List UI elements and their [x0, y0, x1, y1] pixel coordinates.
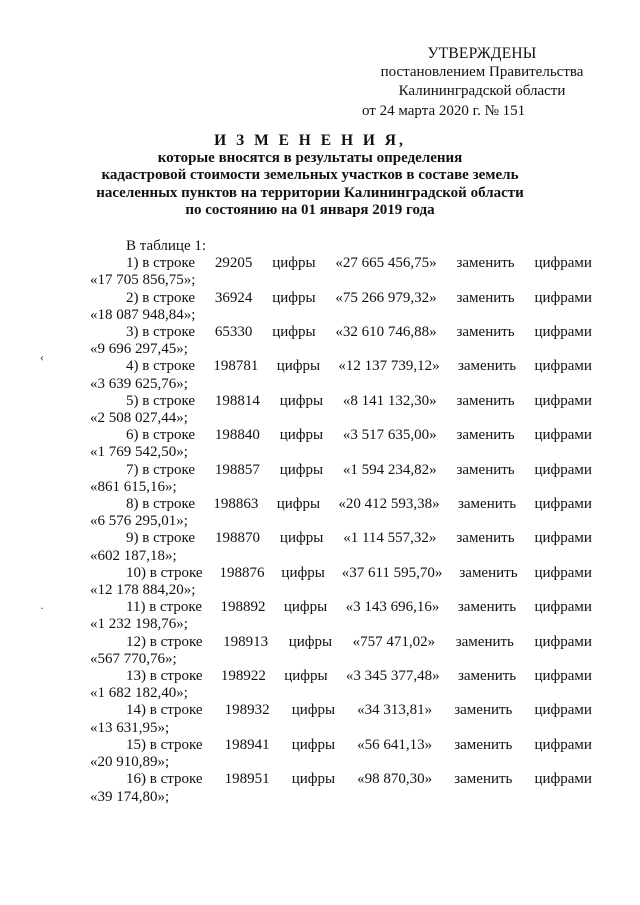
item-number: 16) в строке	[126, 771, 203, 788]
row-number: 29205	[214, 255, 253, 272]
figures-word: цифры	[283, 599, 328, 616]
with-figures-word: цифрами	[534, 633, 592, 650]
change-item-line	[90, 702, 592, 719]
change-item-line	[90, 737, 592, 754]
title-line-3: кадастровой стоимости земельных участков в составе земель	[101, 167, 519, 183]
change-item-line	[90, 393, 592, 410]
replace-word: заменить	[456, 392, 515, 409]
change-item	[90, 771, 592, 805]
new-value: «18 087 948,84»;	[90, 306, 196, 323]
figures-word: цифры	[279, 530, 324, 547]
replace-word: заменить	[456, 324, 515, 341]
item-number: 7) в строке	[126, 461, 196, 478]
row-number: 198857	[214, 461, 260, 478]
replace-word: заменить	[457, 668, 517, 685]
old-value: «75 266 979,32»	[335, 289, 437, 306]
figures-word: цифры	[281, 564, 325, 581]
change-item-line	[90, 358, 592, 375]
title-line-5: по состоянию на 01 января 2019 года	[185, 202, 435, 218]
new-value: «567 770,76»;	[90, 650, 177, 667]
approval-region: Калининградской области	[398, 83, 566, 99]
replace-word: заменить	[457, 496, 517, 513]
change-item	[90, 565, 592, 599]
item-number: 3) в строке	[126, 324, 196, 341]
replace-word: заменить	[454, 702, 513, 719]
item-number: 6) в строке	[126, 427, 196, 444]
approval-authority: постановлением Правительства	[380, 64, 584, 80]
row-number: 198870	[214, 530, 260, 547]
new-value: «20 910,89»;	[90, 754, 170, 771]
title-line-4: населенных пунктов на территории Калининградской области	[96, 184, 524, 201]
scan-mark: ‹	[40, 350, 44, 364]
row-number: 198863	[213, 496, 259, 513]
figures-word: цифры	[291, 702, 336, 719]
old-value: «32 610 746,88»	[335, 324, 437, 341]
change-item-line	[90, 599, 592, 616]
change-item-line	[90, 427, 592, 444]
change-item	[90, 702, 592, 736]
change-item	[90, 393, 592, 427]
replace-word: заменить	[456, 289, 515, 306]
with-figures-word: цифрами	[534, 599, 592, 616]
change-item-line	[90, 530, 592, 547]
row-number: 198913	[223, 633, 269, 650]
row-number: 198876	[219, 564, 265, 581]
with-figures-word: цифрами	[534, 668, 592, 685]
with-figures-word: цифрами	[534, 289, 592, 306]
approval-heading: УТВЕРЖДЕНЫ	[427, 45, 537, 62]
intro-text: В таблице 1:	[126, 238, 207, 254]
item-number: 2) в строке	[126, 289, 196, 306]
figures-word: цифры	[284, 668, 328, 685]
with-figures-word: цифрами	[534, 702, 592, 719]
change-item	[90, 290, 592, 324]
change-item	[90, 255, 592, 289]
document-title	[90, 132, 530, 220]
change-item	[90, 427, 592, 461]
change-item	[90, 358, 592, 392]
item-number: 13) в строке	[126, 668, 203, 685]
change-list	[90, 255, 592, 806]
new-value: «1 682 182,40»;	[90, 685, 188, 702]
new-value: «6 576 295,01»;	[90, 513, 188, 530]
row-number: 198941	[224, 736, 270, 753]
figures-word: цифры	[279, 427, 324, 444]
change-item-line	[90, 771, 592, 788]
approval-block	[362, 44, 602, 121]
with-figures-word: цифрами	[534, 255, 592, 272]
new-value: «3 639 625,76»;	[90, 375, 188, 392]
title-line-2: которые вносятся в результаты определения	[157, 149, 463, 166]
with-figures-word: цифрами	[534, 358, 592, 375]
change-item-line	[90, 634, 592, 651]
replace-word: заменить	[454, 771, 513, 788]
row-number: 198781	[213, 358, 259, 375]
item-number: 12) в строке	[126, 633, 203, 650]
replace-word: заменить	[456, 530, 515, 547]
title-heading: И З М Е Н Е Н И Я,	[214, 132, 406, 149]
new-value: «39 174,80»;	[90, 788, 170, 805]
change-item	[90, 496, 592, 530]
replace-word: заменить	[457, 358, 517, 375]
with-figures-word: цифрами	[534, 496, 592, 513]
change-item-line	[90, 290, 592, 307]
item-number: 9) в строке	[126, 530, 196, 547]
item-number: 10) в строке	[126, 564, 203, 581]
old-value: «34 313,81»	[357, 702, 433, 719]
row-number: 65330	[214, 324, 253, 341]
change-item-line	[90, 668, 592, 685]
new-value: «17 705 856,75»;	[90, 272, 196, 289]
new-value: «1 769 542,50»;	[90, 444, 188, 461]
change-item-line	[90, 462, 592, 479]
replace-word: заменить	[454, 736, 513, 753]
figures-word: цифры	[279, 392, 324, 409]
replace-word: заменить	[457, 599, 517, 616]
item-number: 1) в строке	[126, 255, 196, 272]
item-number: 4) в строке	[126, 358, 196, 375]
new-value: «861 615,16»;	[90, 478, 177, 495]
old-value: «3 345 377,48»	[345, 668, 440, 685]
change-item	[90, 599, 592, 633]
replace-word: заменить	[455, 633, 514, 650]
new-value: «602 187,18»;	[90, 547, 177, 564]
change-item-line	[90, 324, 592, 341]
replace-word: заменить	[459, 564, 518, 581]
with-figures-word: цифрами	[534, 564, 592, 581]
new-value: «13 631,95»;	[90, 719, 170, 736]
old-value: «3 517 635,00»	[342, 427, 437, 444]
replace-word: заменить	[456, 255, 515, 272]
row-number: 198932	[224, 702, 270, 719]
replace-word: заменить	[456, 461, 515, 478]
item-number: 5) в строке	[126, 392, 196, 409]
figures-word: цифры	[288, 633, 333, 650]
old-value: «37 611 595,70»	[341, 564, 443, 581]
old-value: «27 665 456,75»	[335, 255, 437, 272]
figures-word: цифры	[279, 461, 324, 478]
change-item-line	[90, 565, 592, 582]
change-item	[90, 530, 592, 564]
old-value: «3 143 696,16»	[345, 599, 440, 616]
row-number: 198814	[214, 392, 260, 409]
old-value: «12 137 739,12»	[338, 358, 440, 375]
figures-word: цифры	[276, 358, 321, 375]
item-number: 11) в строке	[126, 599, 202, 616]
old-value: «20 412 593,38»	[338, 496, 440, 513]
row-number: 198922	[220, 668, 266, 685]
item-number: 8) в строке	[126, 496, 196, 513]
old-value: «98 870,30»	[357, 771, 433, 788]
with-figures-word: цифрами	[534, 392, 592, 409]
new-value: «1 232 198,76»;	[90, 616, 188, 633]
old-value: «1 594 234,82»	[342, 461, 437, 478]
approval-date-number: от 24 марта 2020 г. № 151	[362, 103, 526, 119]
change-item	[90, 462, 592, 496]
change-item-line	[90, 255, 592, 272]
item-number: 15) в строке	[126, 736, 203, 753]
figures-word: цифры	[291, 771, 336, 788]
figures-word: цифры	[272, 289, 316, 306]
change-item	[90, 324, 592, 358]
with-figures-word: цифрами	[534, 771, 592, 788]
row-number: 36924	[214, 289, 253, 306]
with-figures-word: цифрами	[534, 736, 592, 753]
change-item-line	[90, 496, 592, 513]
with-figures-word: цифрами	[534, 324, 592, 341]
new-value: «2 508 027,44»;	[90, 410, 188, 427]
old-value: «1 114 557,32»	[343, 530, 437, 547]
scan-mark: ·	[40, 601, 44, 615]
row-number: 198951	[224, 771, 270, 788]
row-number: 198840	[214, 427, 260, 444]
figures-word: цифры	[272, 255, 316, 272]
replace-word: заменить	[456, 427, 515, 444]
row-number: 198892	[220, 599, 266, 616]
change-item	[90, 737, 592, 771]
change-item	[90, 634, 592, 668]
old-value: «8 141 132,30»	[342, 392, 437, 409]
old-value: «757 471,02»	[352, 633, 436, 650]
old-value: «56 641,13»	[357, 736, 433, 753]
new-value: «12 178 884,20»;	[90, 582, 196, 599]
with-figures-word: цифрами	[534, 530, 592, 547]
with-figures-word: цифрами	[534, 461, 592, 478]
new-value: «9 696 297,45»;	[90, 341, 188, 358]
item-number: 14) в строке	[126, 702, 203, 719]
figures-word: цифры	[272, 324, 316, 341]
with-figures-word: цифрами	[534, 427, 592, 444]
figures-word: цифры	[276, 496, 321, 513]
change-item	[90, 668, 592, 702]
figures-word: цифры	[291, 736, 336, 753]
document-body	[90, 238, 592, 806]
